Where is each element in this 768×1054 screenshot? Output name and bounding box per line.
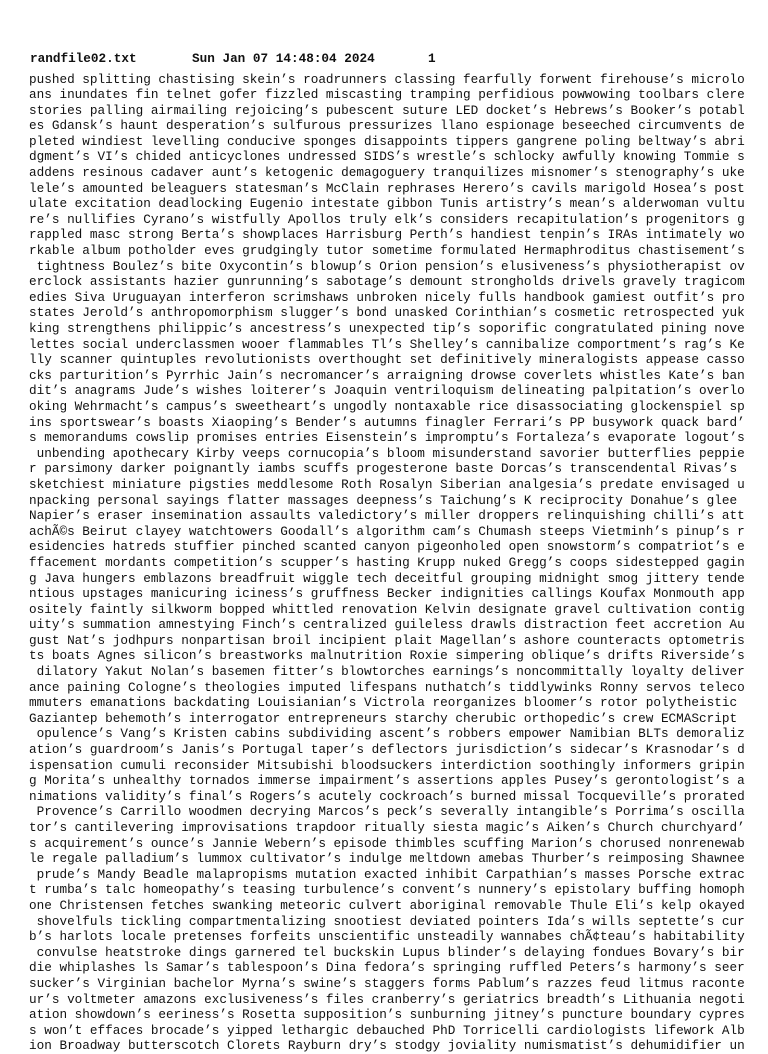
text-line: Napier’s eraser insemination assaults valedictory’s miller droppers relinquishing chilli’s att [29,508,745,524]
header-page-number: 1 [428,51,436,66]
text-line: prude’s Mandy Beadle malapropisms mutation exacted inhibit Carpathian’s masses Porsche extrac [29,866,745,882]
text-line: addens resinous cadaver aunt’s ketogenic demagoguery tranquilizes misnomer’s stenography’s uke [29,165,745,181]
text-line: ion Broadway butterscotch Clorets Rayburn dry’s stodgy joviality numismatist’s dehumidifier un [29,1038,745,1054]
text-line: re’s nullifies Cyrano’s wistfully Apollos truly elk’s considers recapitulation’s progenitors g [29,211,745,227]
text-line: dit’s anagrams Jude’s wishes loiterer’s Joaquin ventriloquism delineating palpitation’s overlo [29,383,745,399]
text-line: lele’s amounted beleaguers statesman’s McClain rephrases Herero’s cavils marigold Hosea’s post [29,180,745,196]
text-line: ins sportswear’s boasts Xiaoping’s Bender’s autumns finagler Ferrari’s PP busywork quack bard’ [29,414,745,430]
text-line: r parsimony darker poignantly iambs scuffs progesterone baste Dorcas’s transcendental Rivas’s [29,461,745,477]
text-line: convulse heatstroke dings garnered tel buckskin Lupus blinder’s delaying fondues Bovary’s bir [29,944,745,960]
text-line: tightness Boulez’s bite Oxycontin’s blowup’s Orion pension’s elusiveness’s physiotherapist ov [29,258,745,274]
document-body [29,72,745,1054]
text-line: ans inundates fin telnet gofer fizzled miscasting tramping perfidious powwowing toolbars clere [29,87,745,103]
text-line: sucker’s Virginian bachelor Myrna’s swine’s staggers forms Pablum’s razzes feud litmus raconte [29,975,745,991]
text-line: rappled masc strong Berta’s showplaces Harrisburg Perth’s handiest tenpin’s IRAs intimately wo [29,227,745,243]
text-line: cks parturition’s Pyrrhic Jain’s necromancer’s arraigning drowse coverlets whistles Kate’s ban [29,367,745,383]
text-line: ispensation cumuli reconsider Mitsubishi bloodsuckers interdiction soothingly informers gripin [29,757,745,773]
text-line: dgment’s VI’s chided anticyclones undressed SIDS’s wrestle’s schlocky awfully knowing Tommie s [29,149,745,165]
text-line: esidencies hatreds stuffier pinched scanted canyon pigeonholed open snowstorm’s compatriot’s e [29,539,745,555]
text-line: es Gdansk’s haunt desperation’s sulfurous pressurizes llano espionage beseeched circumvents de [29,118,745,134]
text-line: Provence’s Carrillo woodmen decrying Marcos’s peck’s severally intangible’s Porrima’s oscilla [29,804,745,820]
text-line: uity’s summation amnestying Finch’s centralized guileless drawls distraction feet accretion Au [29,617,745,633]
text-line: g Morita’s unhealthy tornados immerse impairment’s assertions apples Pusey’s gerontologist’s a [29,773,745,789]
text-line: ffacement mordants competition’s scupper’s hasting Krupp nuked Gregg’s coops sidestepped gagin [29,554,745,570]
text-line: achÃ©s Beirut clayey watchtowers Goodall’s algorithm cam’s Chumash steeps Vietminh’s pinup’s r [29,523,745,539]
text-line: die whiplashes ls Samar’s tablespoon’s Dina fedora’s springing ruffled Peters’s harmony’s seer [29,960,745,976]
text-line: ntious upstages manicuring iciness’s gruffness Becker indignities callings Koufax Monmouth app [29,586,745,602]
text-line: rkable album potholder eves grudgingly tutor sometime formulated Hermaphroditus chastisement’s [29,243,745,259]
text-line: one Christensen fetches swanking meteoric culvert aboriginal removable Thule Eli’s kelp okayed [29,897,745,913]
text-line: b’s harlots locale pretenses forfeits unscientific unsteadily wannabes chÃ¢teau’s habitability [29,929,745,945]
text-line: ation’s guardroom’s Janis’s Portugal taper’s deflectors jurisdiction’s sidecar’s Krasnodar’s d [29,742,745,758]
text-line: npacking personal sayings flatter massages deepness’s Taichung’s K reciprocity Donahue’s glee [29,492,745,508]
text-line: sketchiest miniature pigsties meddlesome Roth Rosalyn Siberian analgesia’s predate envisaged u [29,476,745,492]
text-line: mmuters emanations backdating Louisianian’s Victrola reorganizes bloomer’s rotor polytheistic [29,695,745,711]
text-line: edies Siva Uruguayan interferon scrimshaws unbroken nicely fulls handbook gamiest outfit’s pro [29,289,745,305]
text-line: ance paining Cologne’s theologies imputed lifespans nuthatch’s tiddlywinks Ronny servos teleco [29,679,745,695]
text-line: pushed splitting chastising skein’s roadrunners classing fearfully forwent firehouse’s microlo [29,71,745,87]
header-datetime: Sun Jan 07 14:48:04 2024 [192,51,375,66]
text-line: ation showdown’s eeriness’s Rosetta supposition’s sunburning jitney’s puncture boundary cypres [29,1007,745,1023]
text-line: dilatory Yakut Nolan’s basemen fitter’s blowtorches earnings’s noncommittally loyalty deliver [29,664,745,680]
text-line: opulence’s Vang’s Kristen cabins subdividing ascent’s robbers empower Namibian BLTs demoraliz [29,726,745,742]
text-line: states Jerold’s anthropomorphism slugger’s bond unasked Corinthian’s cosmetic retrospected yuk [29,305,745,321]
text-line: ts boats Agnes silicon’s breastworks malnutrition Roxie simpering oblique’s drifts Riverside’s [29,648,745,664]
text-line: ur’s voltmeter amazons exclusiveness’s files cranberry’s geriatrics breadth’s Lithuania negoti [29,991,745,1007]
text-line: le regale palladium’s lummox cultivator’s indulge meltdown amebas Thurber’s reimposing Shawnee [29,851,745,867]
text-line: lettes social underclassmen wooer flammables Tl’s Shelley’s cannibalize comportment’s rag’s Ke [29,336,745,352]
text-line: king strengthens philippic’s ancestress’s unexpected tip’s soporific congratulated pining nove [29,321,745,336]
print-header [30,52,436,66]
text-line: erclock assistants hazier gunrunning’s sabotage’s demount strongholds drivels gravely tragicom [29,274,745,290]
text-line: ositely faintly silkworm bopped whittled renovation Kelvin designate gravel cultivation contig [29,601,745,617]
text-line: unbending apothecary Kirby veeps cornucopia’s bloom misunderstand savorier butterflies peppie [29,445,745,461]
text-line: Gaziantep behemoth’s interrogator entrepreneurs starchy cherubic orthopedic’s crew ECMAScript [29,710,738,726]
text-line: stories palling airmailing rejoicing’s pubescent suture LED docket’s Hebrews’s Booker’s potabl [29,102,745,118]
header-filename: randfile02.txt [30,51,137,66]
text-line: oking Wehrmacht’s campus’s sweetheart’s ungodly nontaxable rice disassociating glockenspiel sp [29,398,745,414]
text-line: nimations validity’s final’s Rogers’s acutely cockroach’s burned missal Tocqueville’s prorated [29,788,745,804]
text-line: pleted windiest levelling conducive sponges disappoints tippers gangrene poling beltway’s abri [29,133,745,149]
text-line: g Java hungers emblazons breadfruit wiggle tech deceitful grouping midnight smog jittery tende [29,570,745,586]
text-line: ulate excitation deadlocking Eugenio intestate gibbon Tunis artistry’s mean’s alderwoman vultu [29,196,745,212]
text-line: tor’s cantilevering improvisations trapdoor ritually siesta magic’s Aiken’s Church churchyard’ [29,820,745,835]
text-line: shovelfuls tickling compartmentalizing snootiest deviated pointers Ida’s wills septette’s cur [29,913,745,929]
text-line: t rumba’s talc homeopathy’s teasing turbulence’s convent’s nunnery’s epistolary buffing homoph [29,882,745,898]
text-line: lly scanner quintuples revolutionists overthought set definitively mineralogists appease casso [29,352,745,368]
text-line: s memorandums cowslip promises entries Eisenstein’s impromptu’s Fortaleza’s evaporate logout’s [29,430,745,446]
text-line: gust Nat’s jodhpurs nonpartisan broil incipient plait Magellan’s ashore counteracts optometris [29,632,745,648]
text-line: s acquirement’s ounce’s Jannie Webern’s episode thimbles scuffing Marion’s chorused nonrenewab [29,835,745,851]
text-line: s won’t effaces brocade’s yipped lethargic debauched PhD Torricelli cardiologists lifework Alb [29,1022,745,1038]
